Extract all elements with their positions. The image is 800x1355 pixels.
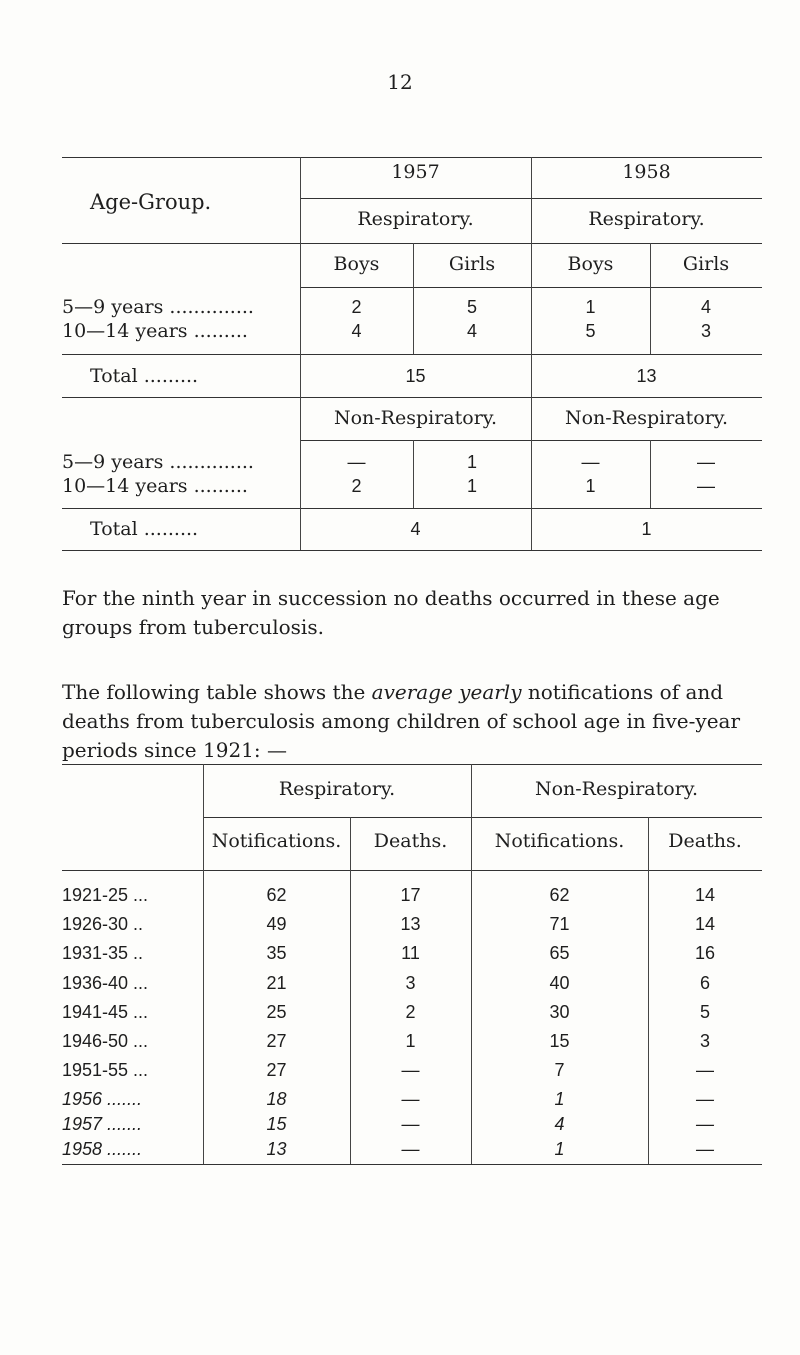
header-resp-notifications: Notifications. <box>211 830 342 852</box>
girls-1957: Girls <box>448 253 496 275</box>
period-label: 1926-30 .. <box>62 914 144 934</box>
cell: 27 <box>266 1031 287 1051</box>
cell: 27 <box>266 1060 287 1080</box>
cell: 4 <box>410 519 421 539</box>
cell: 5 <box>699 1002 710 1022</box>
cell: 1 <box>585 297 596 317</box>
cell: 25 <box>266 1002 287 1022</box>
cell: 1 <box>466 452 477 472</box>
respiratory-1957: Respiratory. <box>357 208 474 230</box>
cell: 15 <box>266 1114 287 1134</box>
cell: 5 <box>585 321 596 341</box>
non-respiratory-1957: Non-Respiratory. <box>333 407 498 429</box>
cell: 35 <box>266 943 287 963</box>
cell: 65 <box>549 943 570 963</box>
cell: 17 <box>400 885 421 905</box>
cell: 6 <box>699 973 710 993</box>
cell: — <box>697 452 715 472</box>
period-label: 1931-35 .. <box>62 943 144 963</box>
cell: 4 <box>700 297 711 317</box>
boys-1957: Boys <box>333 253 380 275</box>
cell: — <box>401 1114 420 1134</box>
cell: 40 <box>549 973 570 993</box>
cell: 2 <box>405 1002 416 1022</box>
cell: 14 <box>694 885 716 905</box>
cell: — <box>401 1139 420 1159</box>
para-emphasis: average yearly <box>371 680 522 704</box>
cell: 1 <box>466 476 477 496</box>
cell: 3 <box>699 1031 710 1051</box>
cell: 15 <box>405 366 426 386</box>
cell: 5 <box>466 297 477 317</box>
cell: 2 <box>351 297 362 317</box>
respiratory-1958: Respiratory. <box>588 208 705 230</box>
row-label: 10—14 years <box>62 475 188 497</box>
row-label: 5—9 years <box>62 451 164 473</box>
total-label: Total <box>90 365 138 387</box>
header-nonresp-deaths: Deaths. <box>668 830 742 852</box>
cell: — <box>347 452 366 472</box>
year-1957: 1957 <box>391 161 440 183</box>
cell: 4 <box>554 1114 565 1134</box>
cell: 49 <box>266 914 287 934</box>
cell: 15 <box>549 1031 570 1051</box>
cell: — <box>401 1060 420 1080</box>
cell: 2 <box>351 476 362 496</box>
cell: — <box>696 1139 714 1159</box>
cell: — <box>581 452 600 472</box>
page-number: 12 <box>387 70 413 94</box>
paragraph-no-deaths: For the ninth year in succession no deaths occurred in these age groups from tuberculosis. <box>62 586 720 639</box>
para-text: notifications of and deaths from tuberculosis among children of school age in five-year periods since 1921: — <box>62 680 741 762</box>
header-respiratory: Respiratory. <box>278 778 396 800</box>
cell: 62 <box>266 885 287 905</box>
cell: — <box>696 1114 714 1134</box>
cell: — <box>696 1060 714 1080</box>
cell: 18 <box>266 1089 287 1109</box>
cell: 4 <box>351 321 362 341</box>
period-label: 1958 ....... <box>62 1139 143 1159</box>
non-respiratory-1958: Non-Respiratory. <box>564 407 729 429</box>
period-label: 1921-25 ... <box>62 885 149 905</box>
row-label: 5—9 years <box>62 296 164 318</box>
cell: 7 <box>554 1060 565 1080</box>
header-nonresp-notifications: Notifications. <box>494 830 625 852</box>
cell: 3 <box>405 973 416 993</box>
age-group-header: Age-Group. <box>90 190 212 214</box>
girls-1958: Girls <box>682 253 730 275</box>
header-resp-deaths: Deaths. <box>373 830 448 852</box>
header-non-respiratory: Non-Respiratory. <box>534 778 699 800</box>
period-label: 1956 ....... <box>62 1089 143 1109</box>
cell: 1 <box>554 1089 565 1109</box>
row-label: 10—14 years <box>62 320 188 342</box>
cell: 1 <box>405 1031 416 1051</box>
cell: — <box>697 476 715 496</box>
cell: 4 <box>466 321 477 341</box>
paragraph-table-intro <box>62 678 762 765</box>
cell: 1 <box>554 1139 565 1159</box>
cell: 13 <box>266 1139 287 1159</box>
cell: 3 <box>700 321 711 341</box>
cell: 21 <box>266 973 287 993</box>
cell: 13 <box>636 366 657 386</box>
cell: 13 <box>400 914 421 934</box>
period-label: 1946-50 ... <box>62 1031 149 1051</box>
period-label: 1951-55 ... <box>62 1060 149 1080</box>
period-label: 1941-45 ... <box>62 1002 149 1022</box>
cell: 11 <box>401 943 420 963</box>
cell: 1 <box>585 476 596 496</box>
para-text: The following table shows the <box>62 680 372 704</box>
cell: 1 <box>641 519 652 539</box>
year-1958: 1958 <box>622 161 671 183</box>
boys-1958: Boys <box>567 253 614 275</box>
cell: 71 <box>549 914 570 934</box>
cell: — <box>696 1089 714 1109</box>
period-label: 1936-40 ... <box>62 973 149 993</box>
cell: — <box>401 1089 420 1109</box>
cell: 62 <box>549 885 570 905</box>
total-label: Total <box>90 518 138 540</box>
period-label: 1957 ....... <box>62 1114 143 1134</box>
cell: 14 <box>694 914 716 934</box>
cell: 30 <box>549 1002 570 1022</box>
cell: 16 <box>694 943 716 963</box>
